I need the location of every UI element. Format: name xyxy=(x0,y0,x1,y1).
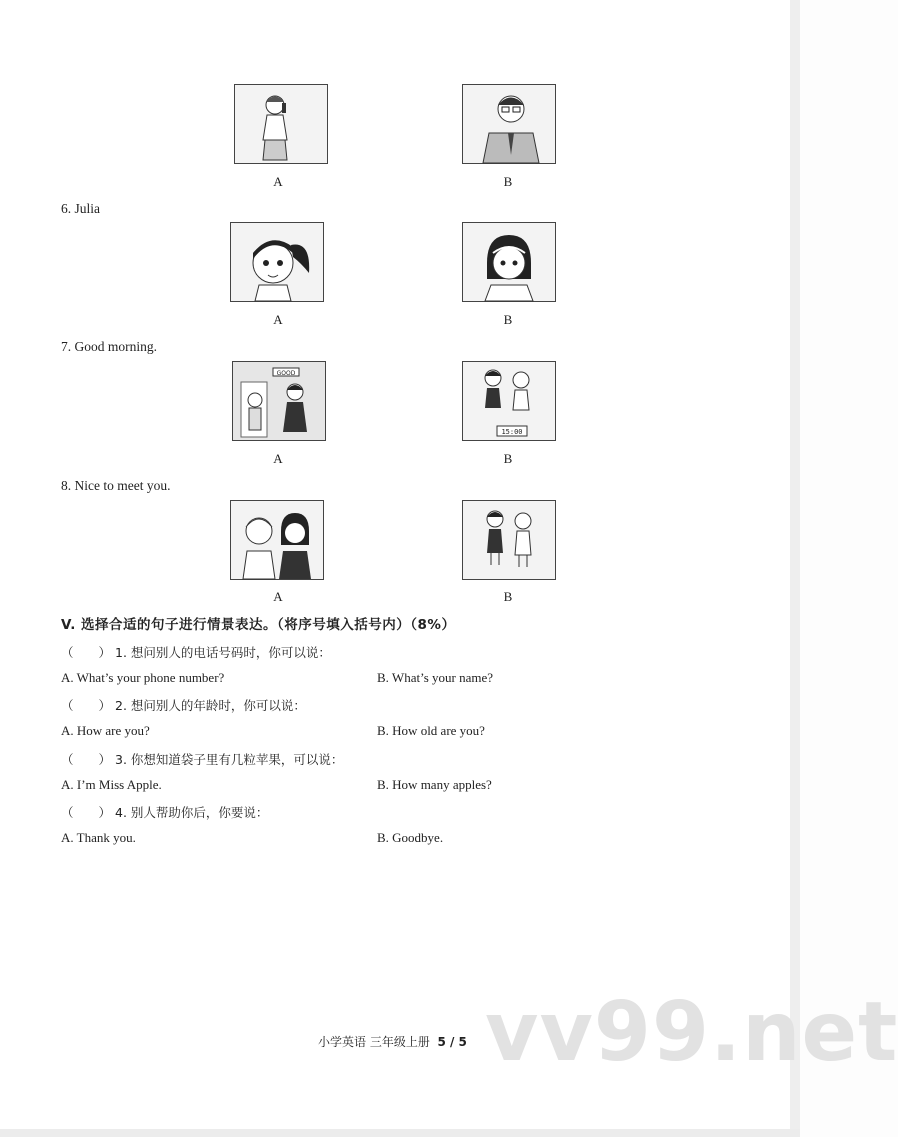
option-b: B. What’s your name? xyxy=(377,670,494,685)
answer-paren[interactable] xyxy=(61,643,331,661)
answer-paren[interactable] xyxy=(61,696,306,714)
picture-two-girls-meeting xyxy=(230,500,324,580)
page-edge-right xyxy=(790,0,800,1137)
answer-blank: （ ） xyxy=(61,805,112,820)
option-label: B xyxy=(503,312,513,327)
option-b: B. How old are you? xyxy=(377,723,485,738)
picture-girls-at-door xyxy=(232,361,326,441)
option-b: B. How many apples? xyxy=(377,777,492,792)
door-sign-text: GOOD xyxy=(276,370,296,377)
section-title: V. 选择合适的句子进行情景表达。（将序号填入括号内）（8%） xyxy=(61,617,456,633)
page-number: 5 / 5 xyxy=(437,1035,467,1049)
picture-girls-with-clock xyxy=(462,361,556,441)
answer-paren[interactable] xyxy=(61,803,268,821)
question-8: 8. Nice to meet you. xyxy=(61,478,171,493)
option-a: A. How are you? xyxy=(61,723,150,738)
answer-blank: （ ） xyxy=(61,752,112,767)
question-7: 7. Good morning. xyxy=(61,339,157,354)
question-prompt: 3. 你想知道袋子里有几粒苹果，可以说： xyxy=(115,752,344,767)
picture-man-with-glasses xyxy=(462,84,556,164)
answer-blank: （ ） xyxy=(61,698,112,713)
question-6: 6. Julia xyxy=(61,201,100,216)
clock-text: 15:00 xyxy=(501,428,523,436)
option-a: A. Thank you. xyxy=(61,830,136,845)
picture-girl-on-phone xyxy=(234,84,328,164)
question-prompt: 1. 想问别人的电话号码时，你可以说： xyxy=(115,645,331,660)
answer-blank: （ ） xyxy=(61,645,112,660)
picture-girl-ponytail xyxy=(230,222,324,302)
picture-two-girls-standing xyxy=(462,500,556,580)
option-b: B. Goodbye. xyxy=(377,830,444,845)
page-footer xyxy=(318,1033,467,1050)
option-label: B xyxy=(503,451,513,466)
picture-girl-headband xyxy=(462,222,556,302)
option-label: B xyxy=(503,589,513,604)
option-a: A. I’m Miss Apple. xyxy=(61,777,162,792)
footer-text: 小学英语 三年级上册 xyxy=(318,1035,430,1049)
option-label: B xyxy=(503,174,513,189)
watermark: vv99.net xyxy=(485,985,898,1080)
option-label: A xyxy=(273,589,283,604)
option-label: A xyxy=(273,451,283,466)
option-label: A xyxy=(273,174,283,189)
option-a: A. What’s your phone number? xyxy=(61,670,225,685)
page-edge-bottom xyxy=(0,1129,800,1137)
answer-paren[interactable] xyxy=(61,750,343,768)
question-prompt: 2. 想问别人的年龄时，你可以说： xyxy=(115,698,306,713)
question-prompt: 4. 别人帮助你后，你要说： xyxy=(115,805,269,820)
option-label: A xyxy=(273,312,283,327)
